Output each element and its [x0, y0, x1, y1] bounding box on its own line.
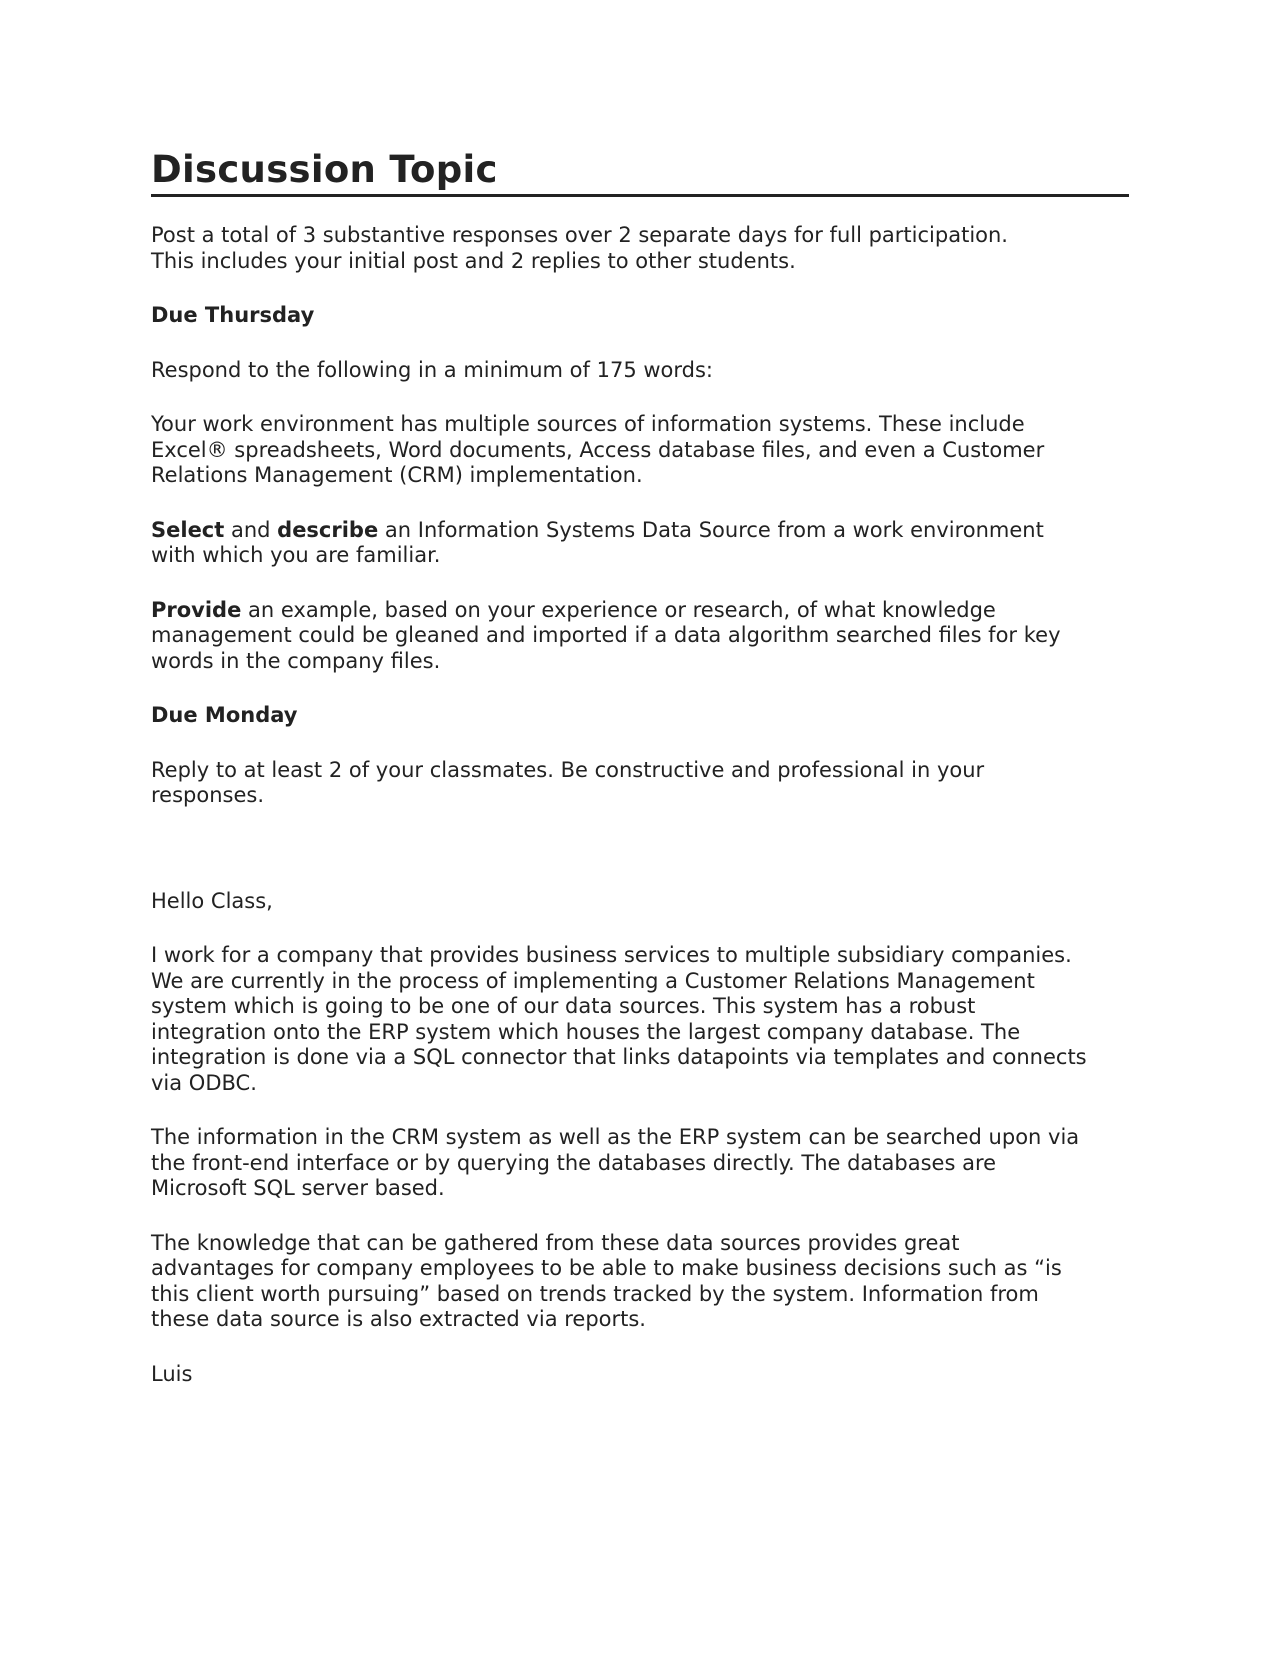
- paragraph-line: responses.: [151, 783, 264, 807]
- signature: Luis: [151, 1361, 193, 1386]
- paragraph-line: The information in the CRM system as well as the ERP system can be searched upon via: [151, 1125, 1080, 1149]
- intro-paragraph: [151, 223, 1129, 274]
- respond-instruction: Respond to the following in a minimum of 175 words:: [151, 357, 713, 382]
- page-title: Discussion Topic: [151, 148, 1129, 197]
- paragraph-line: I work for a company that provides business services to multiple subsidiary companies.: [151, 943, 1072, 967]
- paragraph-line: Microsoft SQL server based.: [151, 1176, 445, 1200]
- intro-line: Post a total of 3 substantive responses over 2 separate days for full participation.: [151, 223, 1008, 247]
- describe-keyword: describe: [277, 517, 379, 542]
- response-paragraph-3: [151, 1231, 1129, 1333]
- select-keyword: Select: [151, 517, 225, 542]
- intro-line: This includes your initial post and 2 replies to other students.: [151, 248, 796, 273]
- paragraph-line: words in the company files.: [151, 648, 441, 673]
- select-rest-text: an Information Systems Data Source from a work environment: [378, 517, 1044, 542]
- provide-keyword: Provide: [151, 597, 242, 622]
- paragraph-line: via ODBC.: [151, 1070, 257, 1095]
- paragraph-line: these data source is also extracted via reports.: [151, 1307, 646, 1331]
- paragraph-line: Reply to at least 2 of your classmates. Be constructive and professional in your: [151, 757, 985, 782]
- greeting: Hello Class,: [151, 888, 273, 913]
- paragraph-line: the front-end interface or by querying the databases directly. The databases are: [151, 1150, 997, 1175]
- paragraph-line: this client worth pursuing” based on trends tracked by the system. Information from: [151, 1281, 1039, 1306]
- paragraph-line: We are currently in the process of implementing a Customer Relations Management: [151, 968, 1035, 993]
- select-describe-paragraph: [151, 518, 1129, 569]
- paragraph-line: management could be gleaned and imported if a data algorithm searched files for key: [151, 623, 1061, 647]
- paragraph-line: system which is going to be one of our data sources. This system has a robust: [151, 994, 976, 1018]
- paragraph-line: The knowledge that can be gathered from these data sources provides great: [151, 1230, 960, 1255]
- response-paragraph-2: [151, 1125, 1129, 1202]
- paragraph-line: integration is done via a SQL connector that links datapoints via templates and connects: [151, 1045, 1087, 1069]
- work-environment-paragraph: [151, 412, 1129, 489]
- and-text: and: [224, 517, 278, 542]
- provide-rest-text: an example, based on your experience or research, of what knowledge: [241, 597, 996, 622]
- provide-paragraph: [151, 598, 1129, 675]
- reply-instruction: [151, 758, 1129, 809]
- paragraph-line: advantages for company employees to be able to make business decisions such as “is: [151, 1256, 1062, 1280]
- paragraph-line: integration onto the ERP system which houses the largest company database. The: [151, 1019, 1021, 1044]
- paragraph-line: Excel® spreadsheets, Word documents, Access database files, and even a Customer: [151, 437, 1045, 462]
- paragraph-line: Relations Management (CRM) implementation.: [151, 463, 643, 487]
- paragraph-line: [151, 598, 1129, 624]
- due-thursday-heading: Due Thursday: [151, 303, 315, 327]
- response-paragraph-1: [151, 943, 1129, 1096]
- paragraph-line: [151, 518, 1129, 544]
- paragraph-line: with which you are familiar.: [151, 543, 441, 567]
- due-monday-heading: Due Monday: [151, 703, 298, 727]
- paragraph-line: Your work environment has multiple sources of information systems. These include: [151, 412, 1025, 436]
- document-page: [151, 148, 1129, 1387]
